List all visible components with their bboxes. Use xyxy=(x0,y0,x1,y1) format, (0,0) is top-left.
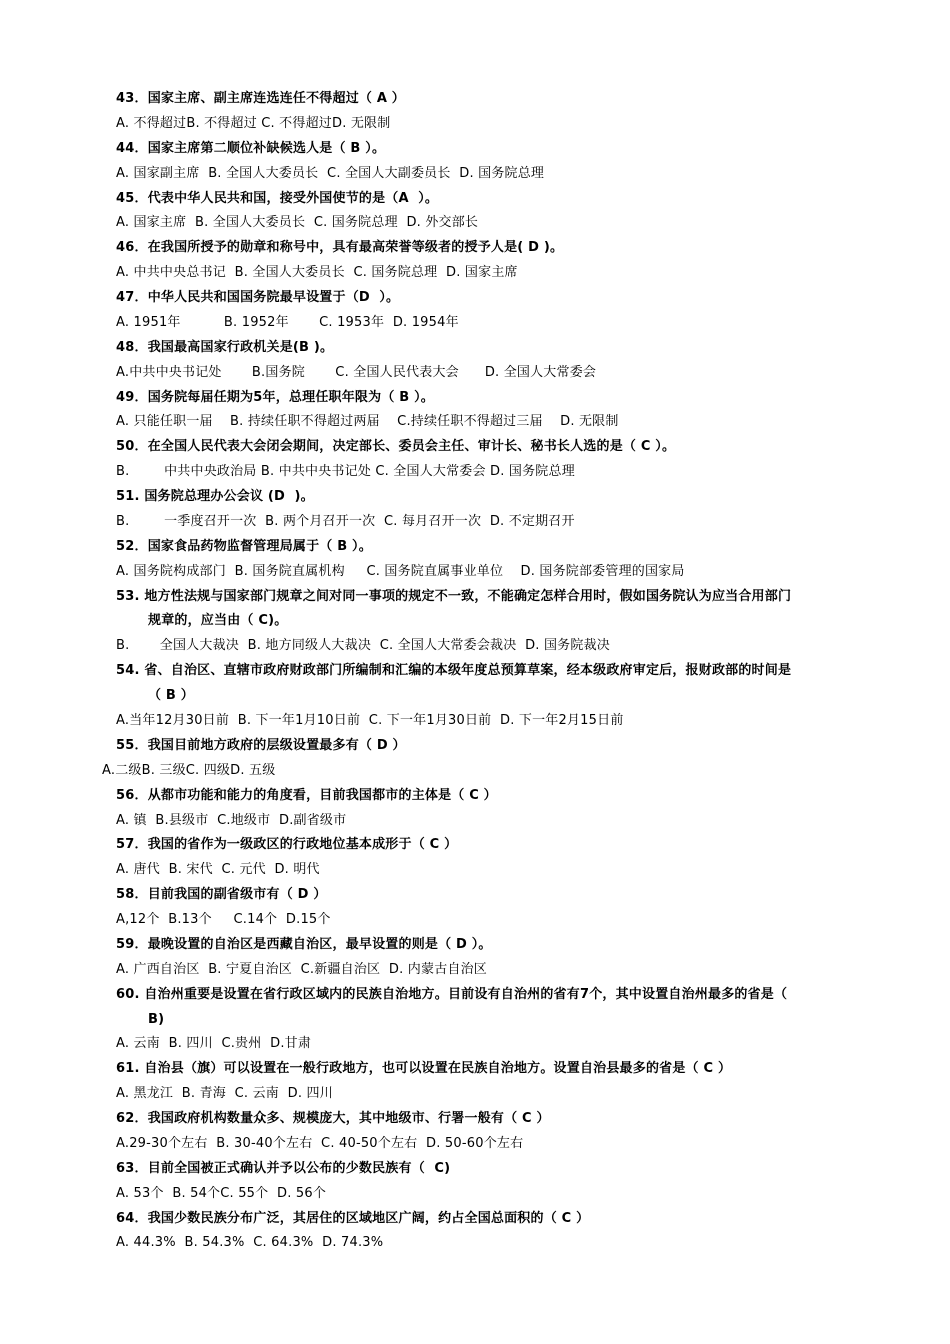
question-line: 50．在全国人民代表大会闭会期间，决定部长、委员会主任、审计长、秘书长人选的是（ C ）。 xyxy=(116,439,676,455)
question-line: 59．最晚设置的自治区是西藏自治区，最早设置的则是（ D ）。 xyxy=(116,936,492,952)
question-line: 54. 省、自治区、直辖市政府财政部门所编制和汇编的本级年度总预算草案，经本级政府审定后，报财政部的时间是 xyxy=(116,663,792,679)
question-continuation: （ B ） xyxy=(148,688,194,704)
question-line: 44．国家主席第二顺位补缺候选人是（ B ）。 xyxy=(116,140,386,156)
options-line: A. 国家副主席 B. 全国人大委员长 C. 全国人大副委员长 D. 国务院总理 xyxy=(116,165,545,181)
question-line: 58．目前我国的副省级市有（ D ） xyxy=(116,887,327,903)
options-line: A.中共中央书记处 B.国务院 C. 全国人民代表大会 D. 全国人大常委会 xyxy=(116,364,597,380)
options-line: A. 44.3% B. 54.3% C. 64.3% D. 74.3% xyxy=(116,1235,384,1251)
options-line: A. 中共中央总书记 B. 全国人大委员长 C. 国务院总理 D. 国家主席 xyxy=(116,265,518,281)
options-line: A. 1951年 B. 1952年 C. 1953年 D. 1954年 xyxy=(116,314,459,330)
options-line: A. 国务院构成部门 B. 国务院直属机构 C. 国务院直属事业单位 D. 国务院部委管理的国家局 xyxy=(116,563,685,579)
options-line: A. 只能任职一届 B. 持续任职不得超过两届 C.持续任职不得超过三届 D. 无限制 xyxy=(116,414,619,430)
options-line: B. 中共中央政治局 B. 中共中央书记处 C. 全国人大常委会 D. 国务院总理 xyxy=(116,464,575,480)
question-line: 43．国家主席、副主席连选连任不得超过（ A ） xyxy=(116,91,406,106)
question-line: 57．我国的省作为一级政区的行政地位基本成形于（ C ） xyxy=(116,837,458,853)
question-continuation: B) xyxy=(148,1011,165,1027)
options-line: A.二级B. 三级C. 四级D. 五级 xyxy=(102,762,276,778)
options-line: B. 一季度召开一次 B. 两个月召开一次 C. 每月召开一次 D. 不定期召开 xyxy=(116,513,575,529)
options-line: A. 云南 B. 四川 C.贵州 D.甘肃 xyxy=(116,1036,312,1052)
options-line: A.29-30个左右 B. 30-40个左右 C. 40-50个左右 D. 50-60个左右 xyxy=(116,1135,524,1151)
options-line: A. 不得超过B. 不得超过 C. 不得超过D. 无限制 xyxy=(116,115,391,131)
question-line: 61. 自治县（旗）可以设置在一般行政地方，也可以设置在民族自治地方。设置自治县最多的省是（ C ） xyxy=(116,1061,732,1077)
question-line: 60. 自治州重要是设置在省行政区域内的民族自治地方。目前设有自治州的省有7个，其中设置自治州最多的省是（ xyxy=(116,986,788,1002)
question-line: 51. 国务院总理办公会议 (D )。 xyxy=(116,489,314,505)
options-line: B. 全国人大裁决 B. 地方同级人大裁决 C. 全国人大常委会裁决 D. 国务院裁决 xyxy=(116,638,610,654)
options-line: A.当年12月30日前 B. 下一年1月10日前 C. 下一年1月30日前 D. 下一年2月15日前 xyxy=(116,713,624,728)
options-line: A,12个 B.13个 C.14个 D.15个 xyxy=(116,912,331,928)
options-line: A. 唐代 B. 宋代 C. 元代 D. 明代 xyxy=(116,862,320,878)
question-line: 46．在我国所授予的勋章和称号中，具有最高荣誉等级者的授予人是( D )。 xyxy=(116,240,564,256)
question-line: 64．我国少数民族分布广泛，其居住的区域地区广阔，约占全国总面积的（ C ） xyxy=(116,1210,590,1226)
question-line: 63．目前全国被正式确认并予以公布的少数民族有（ C) xyxy=(116,1160,451,1176)
question-line: 52．国家食品药物监督管理局属于（ B ）。 xyxy=(116,538,372,554)
question-line: 62．我国政府机构数量众多、规模庞大，其中地级市、行署一般有（ C ） xyxy=(116,1111,550,1127)
question-continuation: 规章的，应当由（ C)。 xyxy=(148,613,288,629)
question-line: 45．代表中华人民共和国，接受外国使节的是（A ）。 xyxy=(116,190,439,206)
question-line: 53. 地方性法规与国家部门规章之间对同一事项的规定不一致，不能确定怎样合用时，假如国务院认为应当合用部门 xyxy=(116,588,792,604)
options-line: A. 广西自治区 B. 宁夏自治区 C.新疆自治区 D. 内蒙古自治区 xyxy=(116,961,487,977)
question-line: 48．我国最高国家行政机关是(B )。 xyxy=(116,339,334,355)
question-line: 47．中华人民共和国国务院最早设置于（D ）。 xyxy=(116,290,400,306)
options-line: A. 黑龙江 B. 青海 C. 云南 D. 四川 xyxy=(116,1086,333,1102)
question-line: 56．从都市功能和能力的角度看，目前我国都市的主体是（ C ） xyxy=(116,787,497,803)
options-line: A. 53个 B. 54个C. 55个 D. 56个 xyxy=(116,1185,327,1201)
question-line: 49．国务院每届任期为5年，总理任职年限为（ B ）。 xyxy=(116,389,434,405)
options-line: A. 镇 B.县级市 C.地级市 D.副省级市 xyxy=(116,812,347,828)
options-line: A. 国家主席 B. 全国人大委员长 C. 国务院总理 D. 外交部长 xyxy=(116,215,479,231)
question-line: 55．我国目前地方政府的层级设置最多有（ D ） xyxy=(116,737,406,753)
